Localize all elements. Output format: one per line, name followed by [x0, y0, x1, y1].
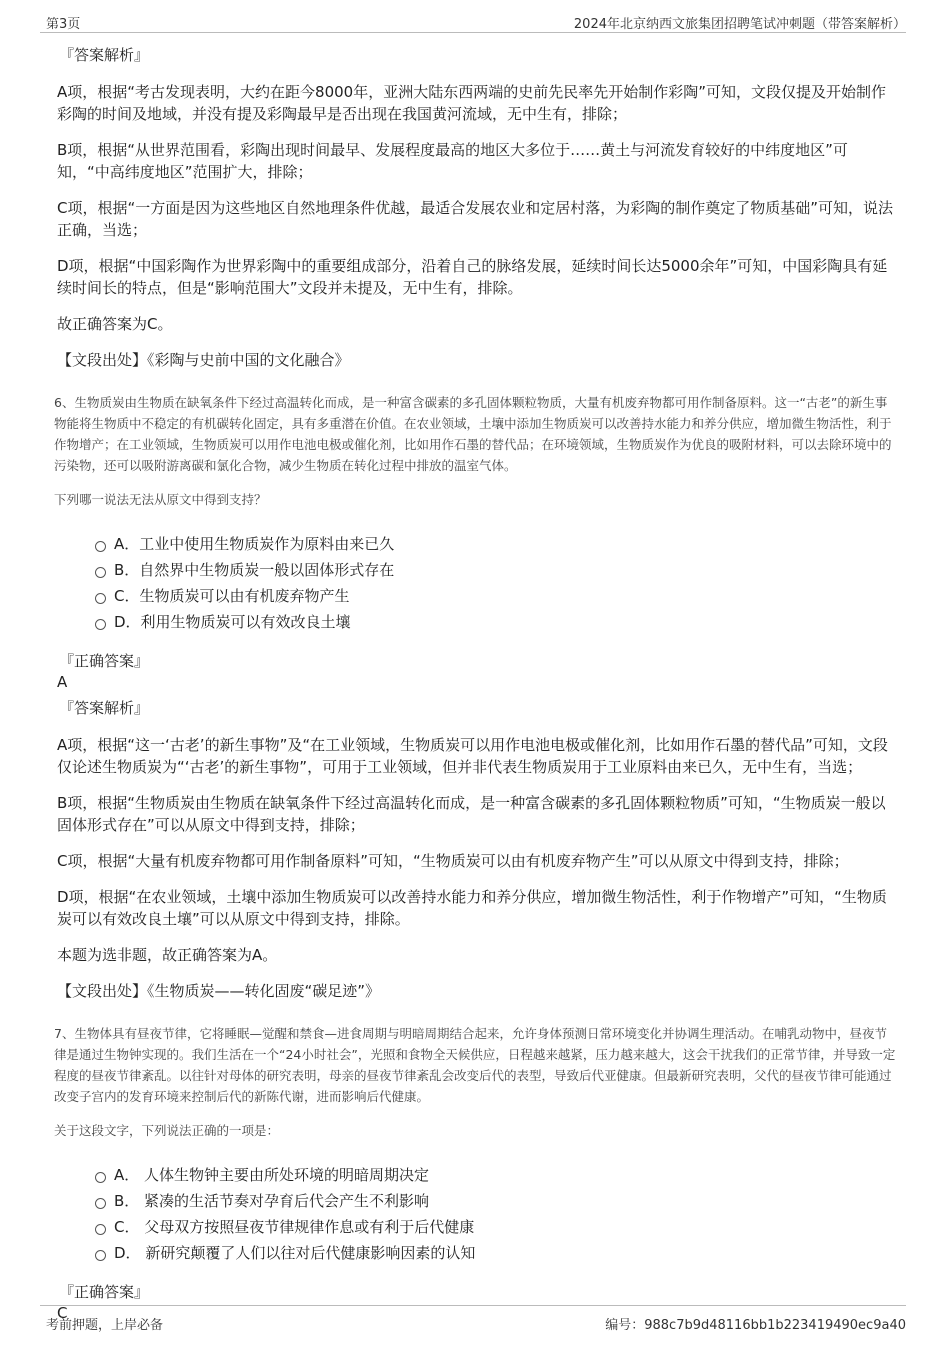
correct-answer-label: 『正确答案』: [59, 1283, 150, 1301]
radio-icon[interactable]: [95, 1224, 106, 1235]
answer-conclusion: 故正确答案为C。: [57, 315, 173, 333]
analysis-paragraph: C项，根据“一方面是因为这些地区自然地理条件优越，最适合发展农业和定居村落，为彩陶的制作奠定了物质基础”可知，说法正确，当选；: [57, 199, 894, 239]
analysis-paragraph: B项，根据“从世界范围看，彩陶出现时间最早、发展程度最高的地区大多位于……黄土与河流发育较好的中纬度地区”可知，“中高纬度地区”范围扩大，排除；: [57, 141, 848, 181]
analysis-label: 『答案解析』: [59, 699, 150, 717]
option-d[interactable]: [95, 1239, 897, 1265]
analysis-paragraph: A项，根据“这一‘古老’的新生事物”及“在工业领域，生物质炭可以用作电池电极或催化剂，比如用作石墨的替代品”可知，文段仅论述生物质炭为“‘古老’的新生事物”，可用于工业领域，但并非代表生物质炭用于工业原料由来已久，无中生有，当选；: [57, 736, 888, 776]
radio-icon[interactable]: [95, 1172, 106, 1183]
question-7-stem: 关于这段文字，下列说法正确的一项是：: [54, 1123, 280, 1138]
option-text: D． 新研究颠覆了人们以往对后代健康影响因素的认知: [114, 1243, 476, 1262]
question-6-options: [95, 530, 897, 634]
analysis-paragraph: A项，根据“考古发现表明，大约在距今8000年，亚洲大陆东西两端的史前先民率先开始制作彩陶”可知，文段仅提及开始制作彩陶的时间及地域，并没有提及彩陶最早是否出现在我国黄河流域，无中生有，排除；: [57, 83, 886, 123]
analysis-paragraph: B项，根据“生物质炭由生物质在缺氧条件下经过高温转化而成，是一种富含碳素的多孔固体颗粒物质”可知，“生物质炭一般以固体形式存在”可以从原文中得到支持，排除；: [57, 794, 886, 834]
correct-answer-label: 『正确答案』: [59, 652, 150, 670]
radio-icon[interactable]: [95, 619, 106, 630]
correct-answer: C: [57, 1304, 68, 1322]
option-c[interactable]: [95, 582, 897, 608]
source-citation: 【文段出处】《彩陶与史前中国的文化融合》: [57, 351, 350, 369]
question-6-stem: 下列哪一说法无法从原文中得到支持？: [54, 492, 267, 507]
option-text: D．利用生物质炭可以有效改良土壤: [114, 612, 351, 631]
option-text: B． 紧凑的生活节奏对孕育后代会产生不利影响: [114, 1191, 430, 1210]
option-c[interactable]: [95, 1213, 897, 1239]
question-6-passage: 6、生物质炭由生物质在缺氧条件下经过高温转化而成，是一种富含碳素的多孔固体颗粒物质，大量有机废弃物都可用作制备原料。这一“古老”的新生事物能将生物质中不稳定的有机碳转化固定，具有多重潜在价值。在农业领域，土壤中添加生物质炭可以改善持水能力和养分供应，增加微生物活性，利于作物增产；在工业领域，生物质炭可以用作电池电极或催化剂，比如用作石墨的替代品；在环境领域，生物质炭作为优良的吸附材料，可以去除环境中的污染物，还可以吸附游离碳和氯化合物，减少生物质在转化过程中排放的温室气体。: [54, 395, 892, 473]
question-7-passage: 7、生物体具有昼夜节律，它将睡眠—觉醒和禁食—进食周期与明暗周期结合起来，允许身体预测日常环境变化并协调生理活动。在哺乳动物中，昼夜节律是通过生物钟实现的。我们生活在一个“24小时社会”，光照和食物全天候供应，日程越来越紧，压力越来越大，这会干扰我们的正常节律，并导致一定程度的昼夜节律紊乱。以往针对母体的研究表明，母亲的昼夜节律紊乱会改变后代的表型，导致后代亚健康。但最新研究表明，父代的昼夜节律可能通过改变子宫内的发育环境来控制后代的新陈代谢，进而影响后代健康。: [54, 1026, 896, 1104]
analysis-paragraph: D项，根据“在农业领域，土壤中添加生物质炭可以改善持水能力和养分供应，增加微生物活性，利于作物增产”可知，“生物质炭可以有效改良土壤”可以从原文中得到支持，排除。: [57, 888, 887, 928]
option-b[interactable]: [95, 1187, 897, 1213]
analysis-paragraph: D项，根据“中国彩陶作为世界彩陶中的重要组成部分，沿着自己的脉络发展，延续时间长达5000余年”可知，中国彩陶具有延续时间长的特点，但是“影响范围大”文段并未提及，无中生有，排除。: [57, 257, 888, 297]
option-text: A．工业中使用生物质炭作为原料由来已久: [114, 534, 395, 553]
analysis-paragraph: C项，根据“大量有机废弃物都可用作制备原料”可知，“生物质炭可以由有机废弃物产生”可以从原文中得到支持，排除；: [57, 852, 849, 870]
question-7-options: [95, 1161, 897, 1265]
radio-icon[interactable]: [95, 1250, 106, 1261]
source-citation: 【文段出处】《生物质炭——转化固废“碳足迹”》: [57, 982, 381, 1000]
radio-icon[interactable]: [95, 567, 106, 578]
page-number: 第3页: [46, 17, 81, 32]
radio-icon[interactable]: [95, 1198, 106, 1209]
radio-icon[interactable]: [95, 541, 106, 552]
option-a[interactable]: [95, 1161, 897, 1187]
option-a[interactable]: [95, 530, 897, 556]
correct-answer: A: [57, 673, 68, 691]
radio-icon[interactable]: [95, 593, 106, 604]
page-header: [40, 10, 906, 33]
page-footer: [40, 1305, 906, 1332]
option-text: C． 父母双方按照昼夜节律规律作息或有利于后代健康: [114, 1217, 475, 1236]
footer-serial: 编号：988c7b9d48116bb1b223419490ec9a40: [605, 1318, 906, 1333]
analysis-label: 『答案解析』: [59, 46, 150, 64]
answer-conclusion: 本题为选非题，故正确答案为A。: [57, 946, 278, 964]
option-text: B．自然界中生物质炭一般以固体形式存在: [114, 560, 395, 579]
page-content: [54, 44, 897, 1328]
document-title: 2024年北京纳西文旅集团招聘笔试冲刺题（带答案解析）: [573, 17, 906, 32]
option-text: A． 人体生物钟主要由所处环境的明暗周期决定: [114, 1165, 430, 1184]
option-text: C．生物质炭可以由有机废弃物产生: [114, 586, 350, 605]
option-b[interactable]: [95, 556, 897, 582]
footer-slogan: 考前押题，上岸必备: [46, 1318, 164, 1333]
option-d[interactable]: [95, 608, 897, 634]
